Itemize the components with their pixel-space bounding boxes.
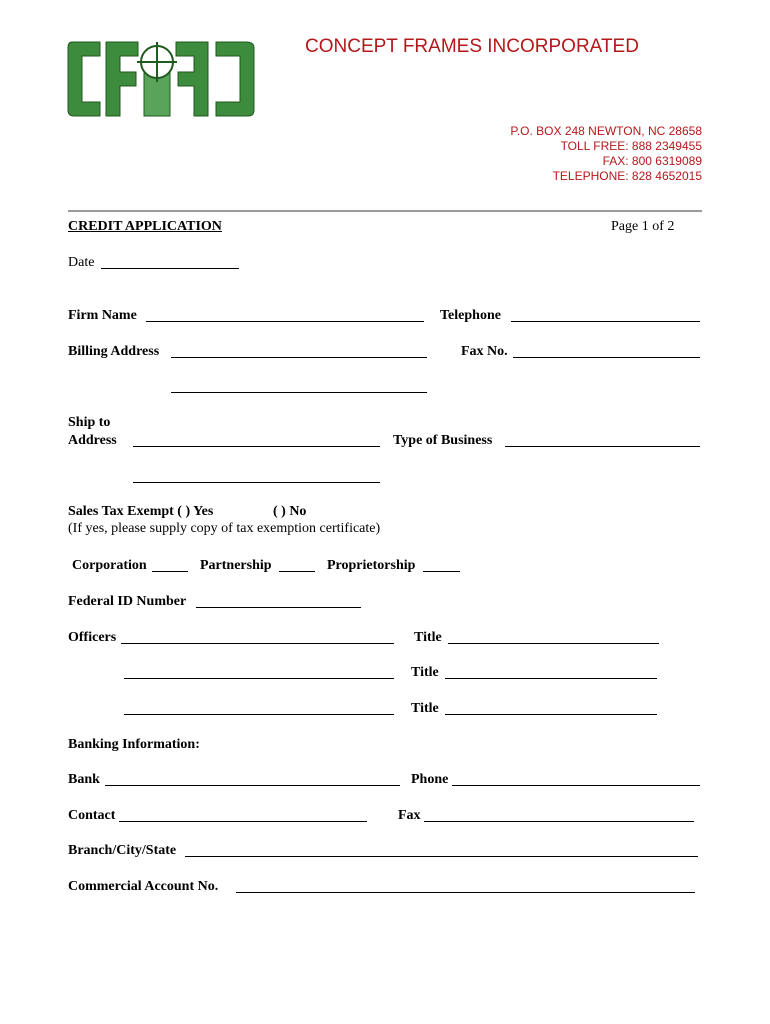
commercial-account-label: Commercial Account No. — [68, 879, 219, 894]
federal-id-field[interactable] — [196, 607, 361, 608]
ship-to-address-field[interactable] — [133, 446, 380, 447]
fax-no-field[interactable] — [513, 357, 700, 358]
ship-to-address-label: Address — [68, 433, 117, 448]
banking-information-heading: Banking Information: — [68, 737, 200, 752]
proprietorship-field[interactable] — [423, 571, 460, 572]
phone-label: Phone — [411, 772, 449, 787]
address-line: TELEPHONE: 828 4652015 — [552, 169, 702, 183]
officer-title-field-3[interactable] — [445, 714, 657, 715]
firm-name-field[interactable] — [146, 321, 424, 322]
billing-address-field[interactable] — [171, 357, 427, 358]
corporation-field[interactable] — [152, 571, 188, 572]
contact-field[interactable] — [119, 821, 367, 822]
title-label-3: Title — [411, 701, 439, 716]
partnership-label: Partnership — [200, 558, 272, 573]
officer-title-field-2[interactable] — [445, 678, 657, 679]
date-label: Date — [68, 255, 95, 270]
date-field[interactable] — [101, 268, 239, 269]
commercial-account-field[interactable] — [236, 892, 695, 893]
officer-field-3[interactable] — [124, 714, 394, 715]
fax-no-label: Fax No. — [461, 344, 508, 359]
title-label-1: Title — [414, 630, 442, 645]
company-logo — [66, 36, 258, 122]
officers-label: Officers — [68, 630, 117, 645]
fax-label: Fax — [398, 808, 421, 823]
bank-field[interactable] — [105, 785, 400, 786]
ship-to-address-field-line2[interactable] — [133, 482, 380, 483]
bank-label: Bank — [68, 772, 100, 787]
billing-address-label: Billing Address — [68, 344, 160, 359]
telephone-field[interactable] — [511, 321, 700, 322]
type-of-business-field[interactable] — [505, 446, 700, 447]
federal-id-label: Federal ID Number — [68, 594, 187, 609]
address-line: P.O. BOX 248 NEWTON, NC 28658 — [510, 124, 702, 138]
title-label-2: Title — [411, 665, 439, 680]
billing-address-field-line2[interactable] — [171, 392, 427, 393]
company-name: CONCEPT FRAMES INCORPORATED — [305, 36, 639, 57]
corporation-label: Corporation — [72, 558, 147, 573]
sales-tax-note: (If yes, please supply copy of tax exemption certificate) — [68, 521, 381, 536]
ship-to-label: Ship to — [68, 415, 111, 430]
sales-tax-yes-option[interactable]: Sales Tax Exempt ( ) Yes — [68, 504, 214, 519]
proprietorship-label: Proprietorship — [327, 558, 416, 573]
fax-field[interactable] — [424, 821, 694, 822]
officer-field-2[interactable] — [124, 678, 394, 679]
sales-tax-no-option[interactable]: ( ) No — [273, 504, 307, 519]
officer-title-field-1[interactable] — [448, 643, 659, 644]
type-of-business-label: Type of Business — [393, 433, 493, 448]
header-divider — [68, 210, 702, 212]
address-line: TOLL FREE: 888 2349455 — [560, 139, 702, 153]
officer-field-1[interactable] — [121, 643, 394, 644]
telephone-label: Telephone — [440, 308, 501, 323]
branch-city-state-label: Branch/City/State — [68, 843, 177, 858]
contact-label: Contact — [68, 808, 116, 823]
firm-name-label: Firm Name — [68, 308, 137, 323]
phone-field[interactable] — [452, 785, 700, 786]
address-line: FAX: 800 6319089 — [602, 154, 702, 168]
branch-city-state-field[interactable] — [185, 856, 698, 857]
partnership-field[interactable] — [279, 571, 315, 572]
company-address — [510, 124, 702, 184]
page-number: Page 1 of 2 — [611, 219, 675, 234]
form-title: CREDIT APPLICATION — [68, 219, 222, 234]
